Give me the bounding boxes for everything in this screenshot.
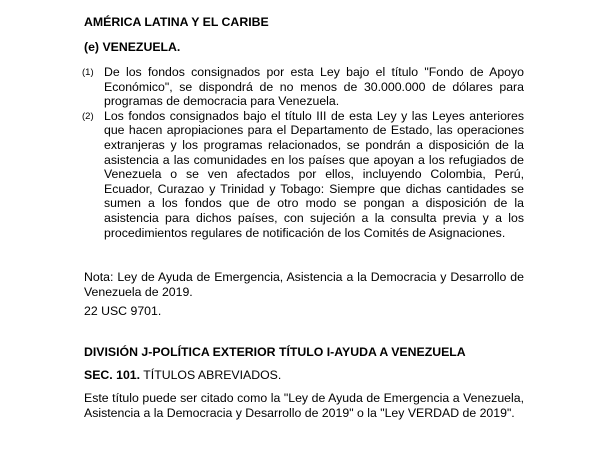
item-text: Los fondos consignados bajo el título III de esta Ley y las Leyes anteriores que hacen apropiaciones para el Departamento de Estado, las operaciones extranjeras y los programas relacionados, se pondrán a disposición de la asistencia a las comunidades en los países que apoyan a los refugiados de Venezuela o se ven afectados por ellos, incluyendo Colombia, Perú, Ecuador, Curazao y Trinidad y Tobago: Siempre que dichas cantidades se sumen a los fondos que de otro modo se pongan a disposición de la asistencia para dichos países, con sujeción a la consulta previa y a los procedimientos regulares de notificación de los Comités de Asignaciones. bbox=[104, 108, 524, 240]
note-text: Nota: Ley de Ayuda de Emergencia, Asistencia a la Democracia y Desarrollo de Venezuela de 2019. bbox=[84, 270, 524, 299]
document-page bbox=[84, 11, 524, 420]
section-title: TÍTULOS ABREVIADOS. bbox=[143, 367, 282, 382]
section-text: Este título puede ser citado como la "Ley de Ayuda de Emergencia a Venezuela, Asistencia a la Democracia y Desarrollo de 2019" o la "Ley VERDAD de 2019". bbox=[84, 390, 524, 420]
item-number: (1) bbox=[82, 67, 94, 78]
item-text: De los fondos consignados por esta Ley bajo el título "Fondo de Apoyo Económico", se dispondrá de no menos de 30.000.000 de dólares para programas de democracia para Venezuela. bbox=[104, 65, 524, 109]
section-label: SEC. 101. bbox=[84, 367, 141, 382]
list-item bbox=[84, 65, 524, 109]
usc-citation: 22 USC 9701. bbox=[84, 304, 162, 319]
item-number: (2) bbox=[82, 110, 94, 122]
division-heading: DIVISIÓN J-POLÍTICA EXTERIOR TÍTULO I-AYUDA A VENEZUELA bbox=[84, 344, 466, 359]
region-heading: AMÉRICA LATINA Y EL CARIBE bbox=[84, 15, 269, 29]
section-heading bbox=[84, 368, 524, 383]
provision-list bbox=[84, 65, 524, 240]
list-item bbox=[84, 109, 524, 240]
country-heading: (e) VENEZUELA. bbox=[84, 40, 181, 54]
